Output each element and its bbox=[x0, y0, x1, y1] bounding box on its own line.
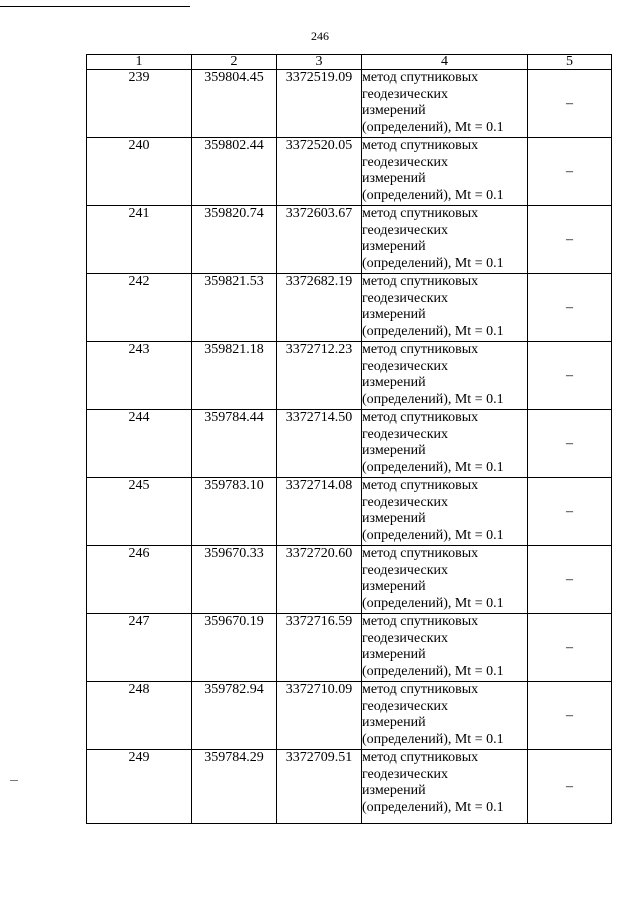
note-cell: – bbox=[528, 614, 612, 682]
method-text-line: измерений bbox=[362, 307, 426, 322]
point-number-cell: 249 bbox=[87, 750, 192, 824]
table-body bbox=[87, 70, 612, 824]
table-row bbox=[87, 138, 612, 206]
method-text-line: измерений bbox=[362, 579, 426, 594]
method-text-line: геодезических bbox=[362, 630, 449, 646]
table-header-row bbox=[87, 55, 612, 70]
method-text-line: измерений bbox=[362, 511, 426, 526]
y-coordinate-cell: 3372682.19 bbox=[277, 274, 362, 342]
y-coordinate-cell: 3372709.51 bbox=[277, 750, 362, 824]
x-coordinate-cell: 359783.10 bbox=[192, 478, 277, 546]
note-cell: – bbox=[528, 478, 612, 546]
point-number-cell: 244 bbox=[87, 410, 192, 478]
method-cell bbox=[362, 274, 528, 342]
column-header: 2 bbox=[192, 55, 277, 70]
method-text-line: (определений), Mt = 0.1 bbox=[362, 187, 504, 203]
y-coordinate-cell: 3372520.05 bbox=[277, 138, 362, 206]
method-text-line: (определений), Mt = 0.1 bbox=[362, 663, 504, 679]
point-number-cell: 246 bbox=[87, 546, 192, 614]
table-row bbox=[87, 274, 612, 342]
y-coordinate-cell: 3372714.08 bbox=[277, 478, 362, 546]
note-cell: – bbox=[528, 70, 612, 138]
method-text-line: геодезических bbox=[362, 426, 449, 442]
x-coordinate-cell: 359784.44 bbox=[192, 410, 277, 478]
x-coordinate-cell: 359670.33 bbox=[192, 546, 277, 614]
method-text-line: (определений), Mt = 0.1 bbox=[362, 323, 504, 339]
method-text-line: метод спутниковых bbox=[362, 342, 479, 357]
method-text-line: (определений), Mt = 0.1 bbox=[362, 731, 504, 747]
method-text-line: геодезических bbox=[362, 222, 449, 238]
method-text-line: геодезических bbox=[362, 494, 449, 510]
method-cell bbox=[362, 546, 528, 614]
y-coordinate-cell: 3372603.67 bbox=[277, 206, 362, 274]
method-text-line: измерений bbox=[362, 647, 426, 662]
method-text-line: (определений), Mt = 0.1 bbox=[362, 799, 504, 815]
point-number-cell: 240 bbox=[87, 138, 192, 206]
table-row bbox=[87, 70, 612, 138]
point-number-cell: 243 bbox=[87, 342, 192, 410]
table-row bbox=[87, 546, 612, 614]
x-coordinate-cell: 359821.18 bbox=[192, 342, 277, 410]
x-coordinate-cell: 359821.53 bbox=[192, 274, 277, 342]
method-text-line: измерений bbox=[362, 443, 426, 458]
method-text-line: измерений bbox=[362, 715, 426, 730]
method-text-line: метод спутниковых bbox=[362, 274, 479, 289]
method-cell bbox=[362, 614, 528, 682]
method-cell bbox=[362, 206, 528, 274]
method-text-line: метод спутниковых bbox=[362, 750, 479, 765]
method-text-line: геодезических bbox=[362, 154, 449, 170]
point-number-cell: 241 bbox=[87, 206, 192, 274]
point-number-cell: 248 bbox=[87, 682, 192, 750]
top-rule bbox=[0, 6, 190, 7]
method-text-line: геодезических bbox=[362, 698, 449, 714]
column-header: 5 bbox=[528, 55, 612, 70]
method-text-line: метод спутниковых bbox=[362, 478, 479, 493]
method-text-line: метод спутниковых bbox=[362, 682, 479, 697]
y-coordinate-cell: 3372712.23 bbox=[277, 342, 362, 410]
method-text-line: геодезических bbox=[362, 290, 449, 306]
point-number-cell: 247 bbox=[87, 614, 192, 682]
method-text-line: метод спутниковых bbox=[362, 70, 479, 85]
point-number-cell: 245 bbox=[87, 478, 192, 546]
table-row bbox=[87, 750, 612, 824]
x-coordinate-cell: 359802.44 bbox=[192, 138, 277, 206]
y-coordinate-cell: 3372519.09 bbox=[277, 70, 362, 138]
table-row bbox=[87, 682, 612, 750]
table-row bbox=[87, 478, 612, 546]
method-cell bbox=[362, 682, 528, 750]
method-cell bbox=[362, 70, 528, 138]
method-text-line: метод спутниковых bbox=[362, 614, 479, 629]
table-row bbox=[87, 206, 612, 274]
x-coordinate-cell: 359782.94 bbox=[192, 682, 277, 750]
method-text-line: метод спутниковых bbox=[362, 546, 479, 561]
note-cell: – bbox=[528, 138, 612, 206]
method-text-line: измерений bbox=[362, 171, 426, 186]
method-text-line: (определений), Mt = 0.1 bbox=[362, 255, 504, 271]
note-cell: – bbox=[528, 750, 612, 824]
y-coordinate-cell: 3372710.09 bbox=[277, 682, 362, 750]
table-row bbox=[87, 410, 612, 478]
method-text-line: геодезических bbox=[362, 766, 449, 782]
x-coordinate-cell: 359784.29 bbox=[192, 750, 277, 824]
y-coordinate-cell: 3372716.59 bbox=[277, 614, 362, 682]
method-text-line: измерений bbox=[362, 783, 426, 798]
point-number-cell: 242 bbox=[87, 274, 192, 342]
note-cell: – bbox=[528, 410, 612, 478]
note-cell: – bbox=[528, 342, 612, 410]
note-cell: – bbox=[528, 546, 612, 614]
method-text-line: измерений bbox=[362, 103, 426, 118]
point-number-cell: 239 bbox=[87, 70, 192, 138]
method-text-line: метод спутниковых bbox=[362, 138, 479, 153]
method-cell bbox=[362, 138, 528, 206]
note-cell: – bbox=[528, 682, 612, 750]
note-cell: – bbox=[528, 274, 612, 342]
column-header: 4 bbox=[362, 55, 528, 70]
method-text-line: геодезических bbox=[362, 562, 449, 578]
page-number: 246 bbox=[311, 29, 329, 43]
method-text-line: (определений), Mt = 0.1 bbox=[362, 459, 504, 475]
x-coordinate-cell: 359804.45 bbox=[192, 70, 277, 138]
column-header: 1 bbox=[87, 55, 192, 70]
method-text-line: метод спутниковых bbox=[362, 410, 479, 425]
coordinates-table bbox=[86, 54, 612, 824]
method-text-line: геодезических bbox=[362, 86, 449, 102]
margin-mark bbox=[10, 780, 18, 781]
method-cell bbox=[362, 750, 528, 824]
x-coordinate-cell: 359820.74 bbox=[192, 206, 277, 274]
method-text-line: (определений), Mt = 0.1 bbox=[362, 527, 504, 543]
method-text-line: измерений bbox=[362, 375, 426, 390]
method-text-line: (определений), Mt = 0.1 bbox=[362, 595, 504, 611]
note-cell: – bbox=[528, 206, 612, 274]
method-text-line: (определений), Mt = 0.1 bbox=[362, 391, 504, 407]
y-coordinate-cell: 3372720.60 bbox=[277, 546, 362, 614]
column-header: 3 bbox=[277, 55, 362, 70]
method-text-line: метод спутниковых bbox=[362, 206, 479, 221]
method-text-line: (определений), Mt = 0.1 bbox=[362, 119, 504, 135]
table-row bbox=[87, 342, 612, 410]
x-coordinate-cell: 359670.19 bbox=[192, 614, 277, 682]
method-cell bbox=[362, 478, 528, 546]
y-coordinate-cell: 3372714.50 bbox=[277, 410, 362, 478]
method-text-line: измерений bbox=[362, 239, 426, 254]
table-row bbox=[87, 614, 612, 682]
method-text-line: геодезических bbox=[362, 358, 449, 374]
method-cell bbox=[362, 410, 528, 478]
method-cell bbox=[362, 342, 528, 410]
